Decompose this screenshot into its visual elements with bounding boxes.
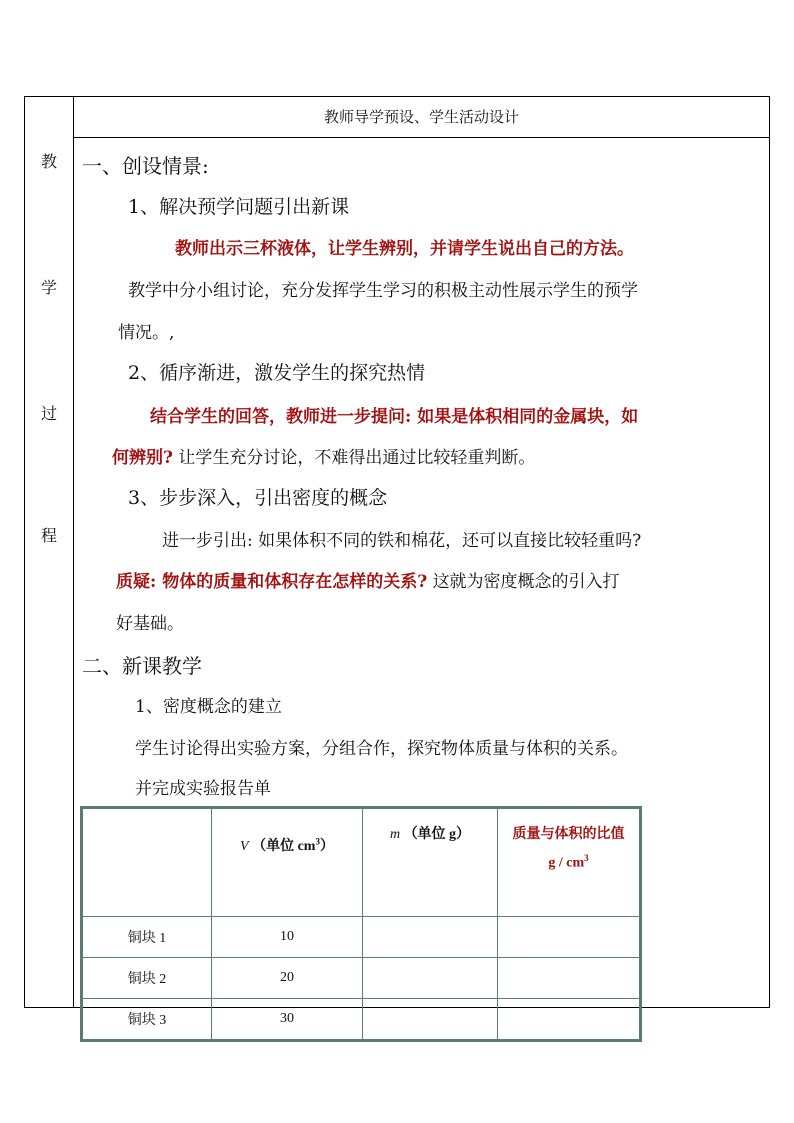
row-volume: 20 xyxy=(212,958,363,999)
volume-symbol: V xyxy=(240,839,249,854)
further-question-text: 进一步引出: 如果体积不同的铁和棉花，还可以直接比较轻重吗? xyxy=(162,531,642,551)
row-name: 铜块 3 xyxy=(82,999,212,1041)
side-label-2: 学 xyxy=(40,278,57,297)
ratio-unit: g / $cm^3$ xyxy=(548,853,589,871)
mass-unit: （单位 g） xyxy=(403,827,471,842)
foundation-text: 好基础。 xyxy=(116,614,184,634)
density-intro-text: 这就为密度概念的引入打 xyxy=(432,572,620,592)
section-2-title: 二、新课教学 xyxy=(82,654,202,678)
table-row xyxy=(82,958,641,999)
experiment-report-table xyxy=(80,806,642,1042)
header-divider xyxy=(73,137,769,138)
header-empty-cell xyxy=(82,808,212,917)
section-1-item-2: 2、循序渐进，激发学生的探究热情 xyxy=(128,362,426,384)
doubt-red-part: 质疑: 物体的质量和体积存在怎样的关系? xyxy=(116,572,428,592)
row-mass xyxy=(363,999,498,1041)
discussion-text: 让学生充分讨论，不难得出通过比较轻重判断。 xyxy=(178,448,536,468)
row-volume: 10 xyxy=(212,917,363,958)
header-volume xyxy=(212,808,363,917)
section-1-item-1: 1、解决预学问题引出新课 xyxy=(128,196,350,218)
column-divider xyxy=(73,97,74,1007)
volume-unit: （单位 $cm^3$） xyxy=(252,836,334,854)
table-header-row xyxy=(82,808,641,917)
teacher-demo-text: 教师出示三杯液体，让学生辨别，并请学生说出自己的方法。 xyxy=(175,239,634,259)
side-label-3: 过 xyxy=(40,404,57,423)
row-mass xyxy=(363,958,498,999)
row-name: 铜块 1 xyxy=(82,917,212,958)
mass-symbol: m xyxy=(389,827,401,842)
report-text: 并完成实验报告单 xyxy=(135,779,271,799)
header-ratio xyxy=(498,808,641,917)
table-row xyxy=(82,917,641,958)
header-mass xyxy=(363,808,498,917)
section-1-title: 一、创设情景: xyxy=(82,154,209,178)
experiment-plan-text: 学生讨论得出实验方案，分组合作，探究物体质量与体积的关系。 xyxy=(135,739,628,759)
row-ratio xyxy=(498,999,641,1041)
group-discussion-text: 教学中分小组讨论，充分发挥学生学习的积极主动性展示学生的预学 xyxy=(128,281,638,301)
row-ratio xyxy=(498,958,641,999)
row-ratio xyxy=(498,917,641,958)
question-line-2 xyxy=(112,443,535,468)
row-name: 铜块 2 xyxy=(82,958,212,999)
question-red-part: 何辨别? xyxy=(112,448,173,468)
doubt-line xyxy=(116,567,620,592)
row-volume: 30 xyxy=(212,999,363,1041)
section-1-item-3: 3、步步深入，引出密度的概念 xyxy=(128,487,388,509)
side-label-4: 程 xyxy=(40,526,57,545)
group-discussion-text-2: 情况。, xyxy=(118,323,175,343)
row-mass xyxy=(363,917,498,958)
section-2-item-1: 1、密度概念的建立 xyxy=(135,697,282,717)
header-title: 教师导学预设、学生活动设计 xyxy=(323,108,519,126)
side-label-1: 教 xyxy=(40,152,57,171)
teacher-question-text: 结合学生的回答，教师进一步提问: 如果是体积相同的金属块，如 xyxy=(150,407,639,427)
table-row xyxy=(82,999,641,1041)
ratio-title: 质量与体积的比值 xyxy=(512,827,625,842)
